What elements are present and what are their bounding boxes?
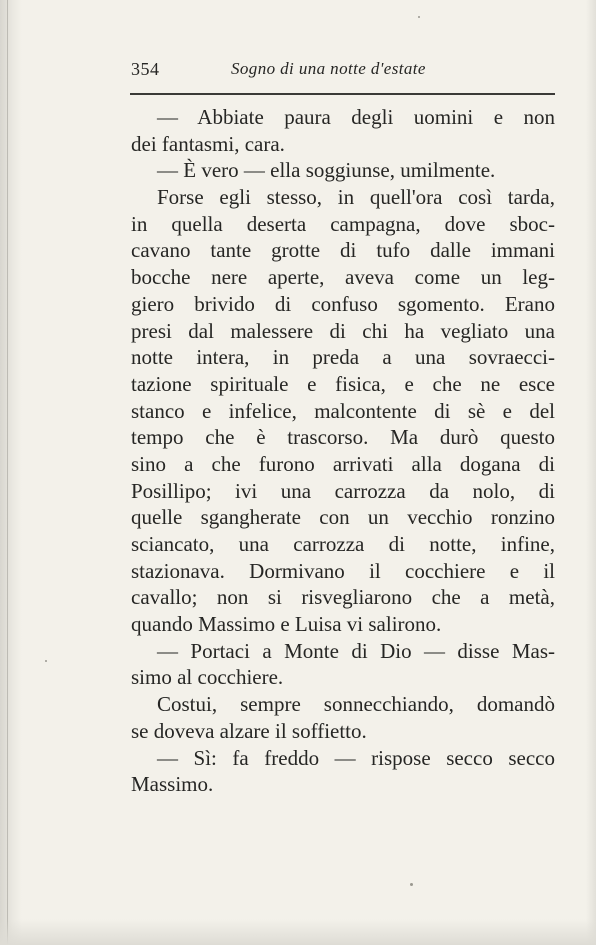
text-line: giero brivido di confuso sgomento. Erano — [131, 291, 555, 316]
header-rule — [130, 93, 555, 95]
text-line: stazionava. Dormivano il cocchiere e il — [131, 558, 555, 583]
text-line: tazione spirituale e fisica, e che ne esce — [131, 371, 555, 396]
text-line: bocche nere aperte, aveva come un leg- — [131, 265, 555, 290]
text-line: presi dal malessere di chi ha vegliato una — [131, 318, 555, 343]
page-edge-shadow — [0, 0, 22, 945]
binding-edge — [7, 0, 8, 945]
text-line: quelle sgangherate con un vecchio ronzino — [131, 505, 555, 530]
paper-speck — [410, 883, 413, 886]
text-line: sino a che furono arrivati alla dogana di — [131, 451, 555, 476]
text-line: sciancato, una carrozza di notte, infine, — [131, 532, 555, 556]
text-line: — È vero — ella soggiunse, umilmente. — [157, 158, 496, 183]
text-line: — Sì: fa freddo — rispose secco secco — [157, 745, 555, 770]
running-head — [131, 59, 551, 85]
text-line: tempo che è trascorso. Ma durò questo — [131, 425, 555, 450]
paper-speck — [418, 16, 420, 18]
text-line: quando Massimo e Luisa vi salirono. — [131, 612, 442, 637]
text-line: in quella deserta campagna, dove sboc- — [131, 211, 555, 236]
running-title: Sogno di una notte d'estate — [231, 59, 426, 78]
text-line: notte intera, in preda a una sovraecci- — [131, 345, 555, 370]
text-line: se doveva alzare il soffietto. — [131, 718, 367, 743]
text-line: Posillipo; ivi una carrozza da nolo, di — [131, 478, 555, 503]
page-edge-shadow-bottom — [0, 919, 596, 945]
body-text — [131, 104, 555, 798]
text-line: stanco e infelice, malcontente di sè e del — [131, 398, 555, 423]
text-line: — Abbiate paura degli uomini e non — [157, 105, 555, 129]
text-line: simo al cocchiere. — [131, 665, 284, 690]
paper-speck — [45, 660, 47, 662]
page-number: 354 — [131, 59, 160, 79]
text-line: cavano tante grotte di tufo dalle immani — [131, 238, 555, 263]
text-line: Massimo. — [131, 772, 214, 797]
text-line: dei fantasmi, cara. — [131, 131, 285, 156]
text-line: cavallo; non si risvegliarono che a metà, — [131, 585, 555, 610]
page-edge-shadow-right — [586, 0, 596, 945]
text-line: — Portaci a Monte di Dio — disse Mas- — [157, 638, 555, 663]
text-line: Costui, sempre sonnecchiando, domandò — [157, 692, 555, 717]
text-line: Forse egli stesso, in quell'ora così tarda, — [157, 185, 555, 210]
